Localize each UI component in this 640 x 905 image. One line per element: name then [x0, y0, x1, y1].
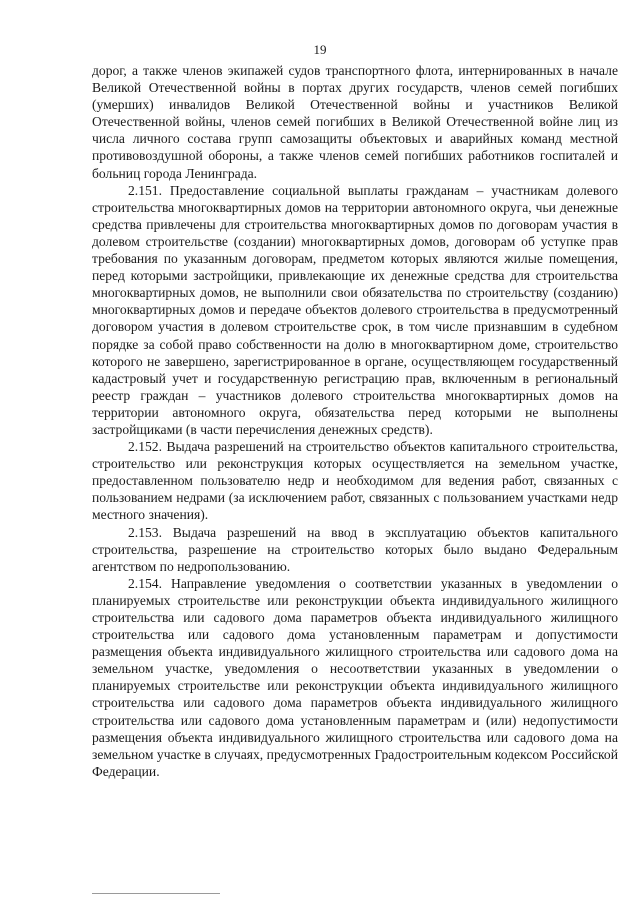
- footer-rule: [92, 893, 220, 894]
- paragraph-2-152: 2.152. Выдача разрешений на строительство объектов капитального строительства, строительство или реконструкция которых осуществляется на земельном участке, предоставленном пользователю недр и необходимом для ведения работ, связанных с пользованием недрами (за исключением работ, связанных с пользованием участками недр местного значения).: [92, 439, 618, 523]
- paragraph-2-153: 2.153. Выдача разрешений на ввод в эксплуатацию объектов капитального строительства, разрешение на строительство которых было выдано Федеральным агентством по недропользованию.: [92, 524, 618, 574]
- page-number: 19: [313, 42, 327, 57]
- paragraph-2-151: 2.151. Предоставление социальной выплаты гражданам – участникам долевого строительства многоквартирных домов на территории автономного округа, чьи денежные средства привлечены для строительства многоквартирных домов по договорам участия в долевом строительстве (создании) многоквартирных домов, договорам об уступке прав требования по указанным договорам, предметом которых являются жилые помещения, перед которыми застройщики, привлекающие их денежные средства для строительства многоквартирных домов, не выполнили свои обязательства по строительству (созданию) многоквартирных домов и передаче объектов долевого строительства в предусмотренный договором участия в долевом строительстве срок, в том числе признавшим в судебном порядке за собой право собственности на долю в многоквартирном доме, строительство которого не завершено, зарегистрированное в органе, осуществляющем государственный кадастровый учет и государственную регистрацию прав, включенным в региональный реестр граждан – участников долевого строительства многоквартирных домов на территории автономного округа, обязательства перед которыми не выполнены застройщиками (в части перечисления денежных средств).: [92, 182, 618, 437]
- paragraph-2-154: 2.154. Направление уведомления о соответствии указанных в уведомлении о планируемых строительстве или реконструкции объекта индивидуального жилищного строительства или садового дома параметров объекта индивидуального жилищного строительства или садового дома установленным параметрам и допустимости размещения объекта индивидуального жилищного строительства или садового дома на земельном участке, уведомления о несоответствии указанных в уведомлении о планируемых строительстве или реконструкции объекта индивидуального жилищного строительства или садового дома параметров объекта индивидуального жилищного строительства или садового дома установленным параметрам и (или) недопустимости размещения объекта индивидуального жилищного строительства или садового дома на земельном участке в случаях, предусмотренных Градостроительным кодексом Российской Федерации.: [92, 575, 618, 779]
- paragraph-continuation: дорог, а также членов экипажей судов транспортного флота, интернированных в начале Великой Отечественной войны в портах других государств, членов семей погибших (умерших) инвалидов Великой Отечественной войны и участников Великой Отечественной войны, членов семей погибших в Великой Отечественной войне лиц из числа личного состава групп самозащиты объектовых и аварийных команд местной противовоздушной обороны, а также членов семей погибших работников госпиталей и больниц города Ленинграда.: [92, 63, 618, 181]
- document-body: [92, 62, 618, 780]
